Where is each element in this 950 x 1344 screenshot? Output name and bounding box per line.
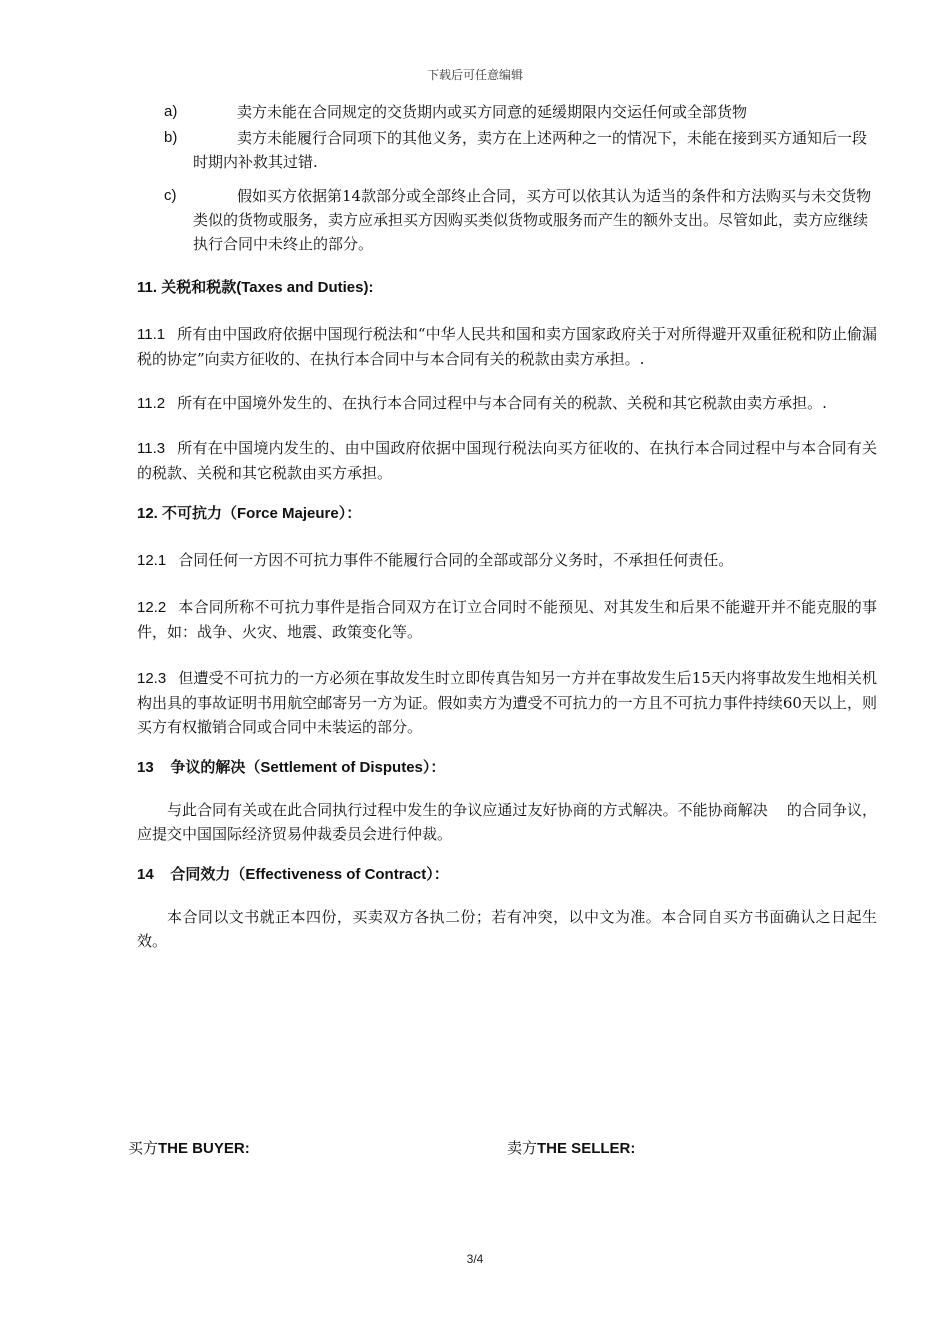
buyer-label-cn: 买方 [128, 1139, 159, 1157]
section-13-heading: 13 争议的解决（Settlement of Disputes）： [137, 759, 446, 776]
clause-text: 本合同所称不可抗力事件是指合同双方在订立合同时不能预见、对其发生和后果不能避开并不能克服的事件，如：战争、火灾、地震、政策变化等。 [137, 598, 877, 641]
list-item-text: 卖方未能履行合同项下的其他义务，卖方在上述两种之一的情况下，未能在接到买方通知后一段时期内补救其过错. [193, 129, 868, 171]
clause-number: 11.1 [137, 326, 166, 343]
seller-label-cn: 卖方 [507, 1139, 538, 1157]
clause-text: 所有在中国境内发生的、由中国政府依据中国现行税法向买方征收的、在执行本合同过程中与本合同有关的税款、关税和其它税款由买方承担。 [137, 439, 877, 482]
clause-12-1 [137, 548, 877, 573]
section-14-text: 本合同以文书就正本四份，买卖双方各执二份；若有冲突，以中文为准。本合同自买方书面确认之日起生效。 [137, 908, 877, 950]
clause-12-3 [137, 666, 877, 739]
list-item-c [137, 184, 877, 256]
section-14-heading: 14 合同效力（Effectiveness of Contract）： [137, 866, 449, 883]
section-11-heading: 11. 关税和税款(Taxes and Duties): [137, 279, 374, 296]
clause-number: 11.2 [137, 395, 166, 412]
document-body [137, 100, 877, 953]
page-header: 下载后可任意编辑 [426, 68, 523, 82]
clause-12-2 [137, 595, 877, 644]
clause-11-1 [137, 322, 877, 371]
list-marker: c) [164, 187, 177, 204]
clause-11-2 [137, 391, 877, 416]
clause-11-3 [137, 436, 877, 485]
clause-text: 所有由中国政府依据中国现行税法和“中华人民共和国和卖方国家政府关于对所得避开双重征税和防止偷漏税的协定”向卖方征收的、在执行本合同中与本合同有关的税款由卖方承担。. [137, 325, 877, 368]
clause-number: 12.2 [137, 599, 167, 616]
clause-number: 12.3 [137, 670, 167, 687]
seller-label-en: THE SELLER: [537, 1140, 636, 1157]
clause-text: 合同任何一方因不可抗力事件不能履行合同的全部或部分义务时，不承担任何责任。 [178, 551, 734, 569]
clause-text: 所有在中国境外发生的、在执行本合同过程中与本合同有关的税款、关税和其它税款由卖方承担。. [177, 394, 827, 412]
buyer-label-en: THE BUYER: [158, 1140, 250, 1157]
clause-number: 12.1 [137, 552, 167, 569]
list-item-text: 假如买方依据第14款部分或全部终止合同，买方可以依其认为适当的条件和方法购买与未交货物类似的货物或服务，卖方应承担买方因购买类似货物或服务而产生的额外支出。尽管如此，卖方应继续执行合同中未终止的部分。 [193, 187, 872, 253]
list-item-text: 卖方未能在合同规定的交货期内或买方同意的延缓期限内交运任何或全部货物 [237, 103, 748, 121]
page-number: 3/4 [466, 1252, 484, 1266]
section-12-heading: 12. 不可抗力（Force Majeure）： [137, 505, 362, 522]
list-item-a [137, 100, 877, 124]
clause-text: 但遭受不可抗力的一方必须在事故发生时立即传真告知另一方并在事故发生后15天内将事故发生地相关机构出具的事故证明书用航空邮寄另一方为证。假如卖方为遭受不可抗力的一方且不可抗力事件持续60天以上，则买方有权撤销合同或合同中未装运的部分。 [137, 669, 877, 736]
clause-number: 11.3 [137, 440, 166, 457]
seller-signature-label [507, 1137, 635, 1158]
list-marker: b) [164, 129, 178, 146]
buyer-signature-label [128, 1137, 250, 1158]
list-item-b [137, 126, 877, 174]
section-13-text: 与此合同有关或在此合同执行过程中发生的争议应通过友好协商的方式解决。不能协商解决 的合同争议，应提交中国国际经济贸易仲裁委员会进行仲裁。 [137, 801, 877, 843]
list-marker: a) [164, 103, 178, 120]
